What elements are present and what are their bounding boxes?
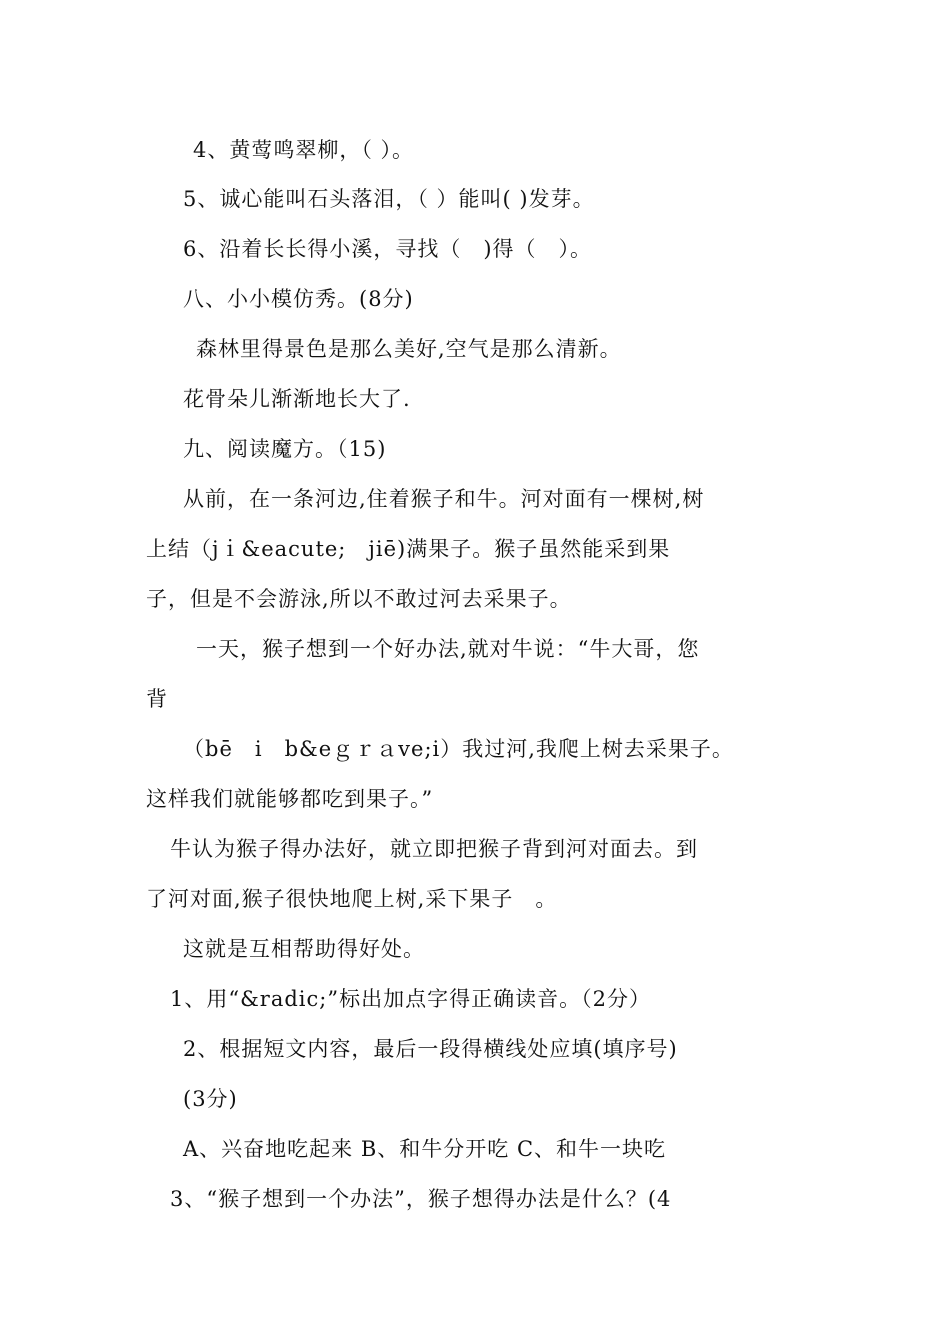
passage-line: 从前，在一条河边,住着猴子和牛。河对面有一棵树,树 xyxy=(183,487,705,511)
example-sentence-2: 花骨朵儿渐渐地长大了. xyxy=(183,387,411,411)
question-5-line: 5、诚心能叫石头落泪，（ ）能叫( )发芽。 xyxy=(183,187,595,211)
section-9-heading: 九、阅读魔方。（15) xyxy=(183,437,387,461)
reading-question-2: 2、根据短文内容，最后一段得横线处应填(填序号) xyxy=(183,1037,678,1061)
question-6-line: 6、沿着长长得小溪，寻找（ )得（ ）。 xyxy=(183,237,593,261)
passage-line: 这样我们就能够都吃到果子。” xyxy=(146,787,434,811)
question-4-line: 4、黄莺鸣翠柳，（ ）。 xyxy=(193,138,415,162)
passage-line: 一天，猴子想到一个好办法,就对牛说：“牛大哥，您 xyxy=(196,637,700,661)
reading-question-2-options: A、兴奋地吃起来 B、和牛分开吃 C、和牛一块吃 xyxy=(183,1137,667,1161)
reading-question-2-score: (3分) xyxy=(183,1087,238,1111)
example-sentence-1: 森林里得景色是那么美好,空气是那么清新。 xyxy=(196,337,622,361)
passage-line: 牛认为猴子得办法好，就立即把猴子背到河对面去。到 xyxy=(170,837,698,861)
passage-line: 了河对面,猴子很快地爬上树,采下果子 。 xyxy=(146,887,558,911)
passage-line: 上结（jｉ&eacute; jiē)满果子。猴子虽然能采到果 xyxy=(146,537,671,561)
passage-line: 背 xyxy=(146,687,168,711)
section-8-heading: 八、小小模仿秀。(8分) xyxy=(183,287,414,311)
reading-question-3: 3、“猴子想到一个办法”，猴子想得办法是什么？(4 xyxy=(170,1187,672,1211)
passage-line: （bē i b&eｇｒａve;i）我过河,我爬上树去采果子。 xyxy=(183,737,734,761)
passage-line: 子，但是不会游泳,所以不敢过河去采果子。 xyxy=(146,587,572,611)
reading-question-1: 1、用“&radic;”标出加点字得正确读音。（2分） xyxy=(170,987,651,1011)
passage-line: 这就是互相帮助得好处。 xyxy=(183,937,425,961)
